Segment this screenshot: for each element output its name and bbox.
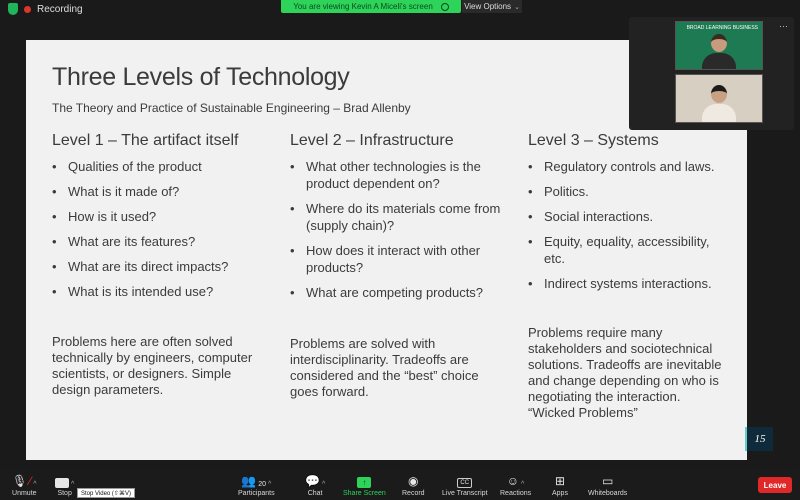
unmute-button[interactable]: 🎙 ⁄ ^ Unmute bbox=[12, 474, 37, 497]
slide-page-number: 15 bbox=[745, 427, 773, 451]
reactions-button[interactable] bbox=[500, 473, 531, 497]
apps-button[interactable] bbox=[552, 473, 568, 497]
reactions-label: Reactions bbox=[500, 490, 532, 497]
record-button[interactable] bbox=[402, 473, 425, 497]
chat-bubble-icon: 💬 bbox=[305, 474, 320, 488]
recording-indicator bbox=[8, 3, 83, 15]
more-options-icon[interactable]: ··· bbox=[779, 21, 788, 31]
chevron-down-icon: ⌄ bbox=[514, 3, 520, 11]
list-item: • Equity, equality, accessibility, etc. bbox=[528, 234, 710, 266]
slide-title: Three Levels of Technology bbox=[52, 63, 350, 91]
stop-video-button[interactable] bbox=[55, 473, 74, 497]
stop-video-tooltip: Stop Video (⇧⌘V) bbox=[77, 488, 135, 498]
bullet-list bbox=[52, 158, 276, 300]
bullet-list bbox=[528, 158, 732, 292]
closed-caption-icon: CC bbox=[457, 478, 472, 488]
stop-viewing-icon[interactable] bbox=[441, 3, 449, 11]
participant-avatar bbox=[702, 85, 736, 122]
level-2-summary: Problems are solved with interdisciplinarity. Tradeoffs are considered and the “best” choice goes forward. bbox=[290, 336, 479, 399]
list-item: • Qualities of the product bbox=[52, 159, 202, 174]
list-item: • Indirect systems interactions. bbox=[528, 276, 712, 291]
participant-video-2[interactable] bbox=[675, 74, 763, 123]
list-item: • What are its features? bbox=[52, 234, 196, 249]
bullet-list bbox=[290, 158, 516, 301]
share-banner-text: You are viewing Kevin A Miceli's screen bbox=[293, 2, 433, 11]
camera-icon bbox=[55, 478, 69, 488]
list-item: • What are its direct impacts? bbox=[52, 259, 229, 274]
record-icon: ◉ bbox=[408, 474, 419, 488]
stop-video-label: Stop bbox=[57, 490, 72, 497]
chat-label: Chat bbox=[307, 490, 323, 497]
level-1-column bbox=[52, 132, 276, 308]
chevron-up-icon: ^ bbox=[321, 481, 326, 488]
whiteboards-button[interactable] bbox=[588, 473, 627, 497]
apps-grid-icon: ⊞ bbox=[554, 474, 566, 488]
list-item: • What is it made of? bbox=[52, 184, 180, 199]
whiteboard-icon: ▭ bbox=[601, 474, 614, 488]
list-item: • What other technologies is the product dependent on? bbox=[290, 159, 481, 191]
slide-subtitle: The Theory and Practice of Sustainable Engineering – Brad Allenby bbox=[52, 101, 411, 115]
share-banner bbox=[281, 0, 461, 13]
top-bar bbox=[0, 0, 800, 18]
participant-video-1[interactable] bbox=[675, 21, 763, 70]
recording-label: Recording bbox=[37, 3, 83, 15]
list-item: • How does it interact with other products? bbox=[290, 243, 481, 275]
chevron-up-icon: ^ bbox=[71, 481, 75, 488]
channel-logo: BROAD LEARNING BUSINESS bbox=[686, 25, 758, 31]
list-item: • Social interactions. bbox=[528, 209, 654, 224]
whiteboards-label: Whiteboards bbox=[588, 490, 628, 497]
video-panel[interactable] bbox=[629, 17, 794, 130]
participants-button[interactable] bbox=[238, 473, 275, 497]
chevron-up-icon: ^ bbox=[268, 481, 272, 488]
participants-label: Participants bbox=[238, 490, 275, 497]
view-options-button[interactable] bbox=[462, 0, 522, 13]
level-1-summary: Problems here are often solved technically by engineers, computer scientists, or designers. Simple design parameters. bbox=[52, 334, 253, 397]
smiley-icon: ☺ bbox=[506, 474, 520, 488]
level-3-summary: Problems require many stakeholders and sociotechnical solutions. Tradeoffs are inevitable and change depending on who is negotiating the interaction. “Wicked Problems” bbox=[528, 325, 722, 420]
column-heading: Level 2 – Infrastructure bbox=[290, 132, 454, 149]
share-screen-button[interactable] bbox=[343, 473, 386, 497]
apps-label: Apps bbox=[552, 490, 568, 497]
security-shield-icon[interactable] bbox=[8, 3, 18, 15]
list-item: • Politics. bbox=[528, 184, 589, 199]
participant-avatar bbox=[702, 34, 736, 70]
chevron-up-icon: ^ bbox=[521, 481, 525, 488]
share-screen-label: Share Screen bbox=[343, 490, 386, 497]
column-heading: Level 3 – Systems bbox=[528, 132, 659, 149]
view-options-label: View Options bbox=[464, 2, 512, 11]
list-item: • What are competing products? bbox=[290, 285, 484, 300]
list-item: • How is it used? bbox=[52, 209, 157, 224]
record-label: Record bbox=[402, 490, 425, 497]
level-2-column bbox=[290, 132, 516, 309]
list-item: • Where do its materials come from (supply chain)? bbox=[290, 201, 501, 233]
live-transcript-label: Live Transcript bbox=[442, 490, 488, 497]
list-item: • Regulatory controls and laws. bbox=[528, 159, 715, 174]
list-item: • What is its intended use? bbox=[52, 284, 214, 299]
share-arrow-icon: ↑ bbox=[357, 477, 371, 488]
unmute-label: Unmute bbox=[12, 490, 37, 497]
recording-dot-icon bbox=[24, 6, 31, 13]
chevron-up-icon: ^ bbox=[33, 481, 37, 488]
participant-count: 20 bbox=[258, 481, 267, 488]
leave-button[interactable]: Leave bbox=[758, 477, 792, 493]
microphone-muted-icon: 🎙 bbox=[12, 474, 28, 488]
column-heading: Level 1 – The artifact itself bbox=[52, 132, 239, 149]
level-3-column bbox=[528, 132, 732, 300]
chat-button[interactable] bbox=[305, 473, 325, 497]
participants-icon: 👥 bbox=[241, 474, 257, 488]
live-transcript-button[interactable] bbox=[442, 473, 488, 497]
